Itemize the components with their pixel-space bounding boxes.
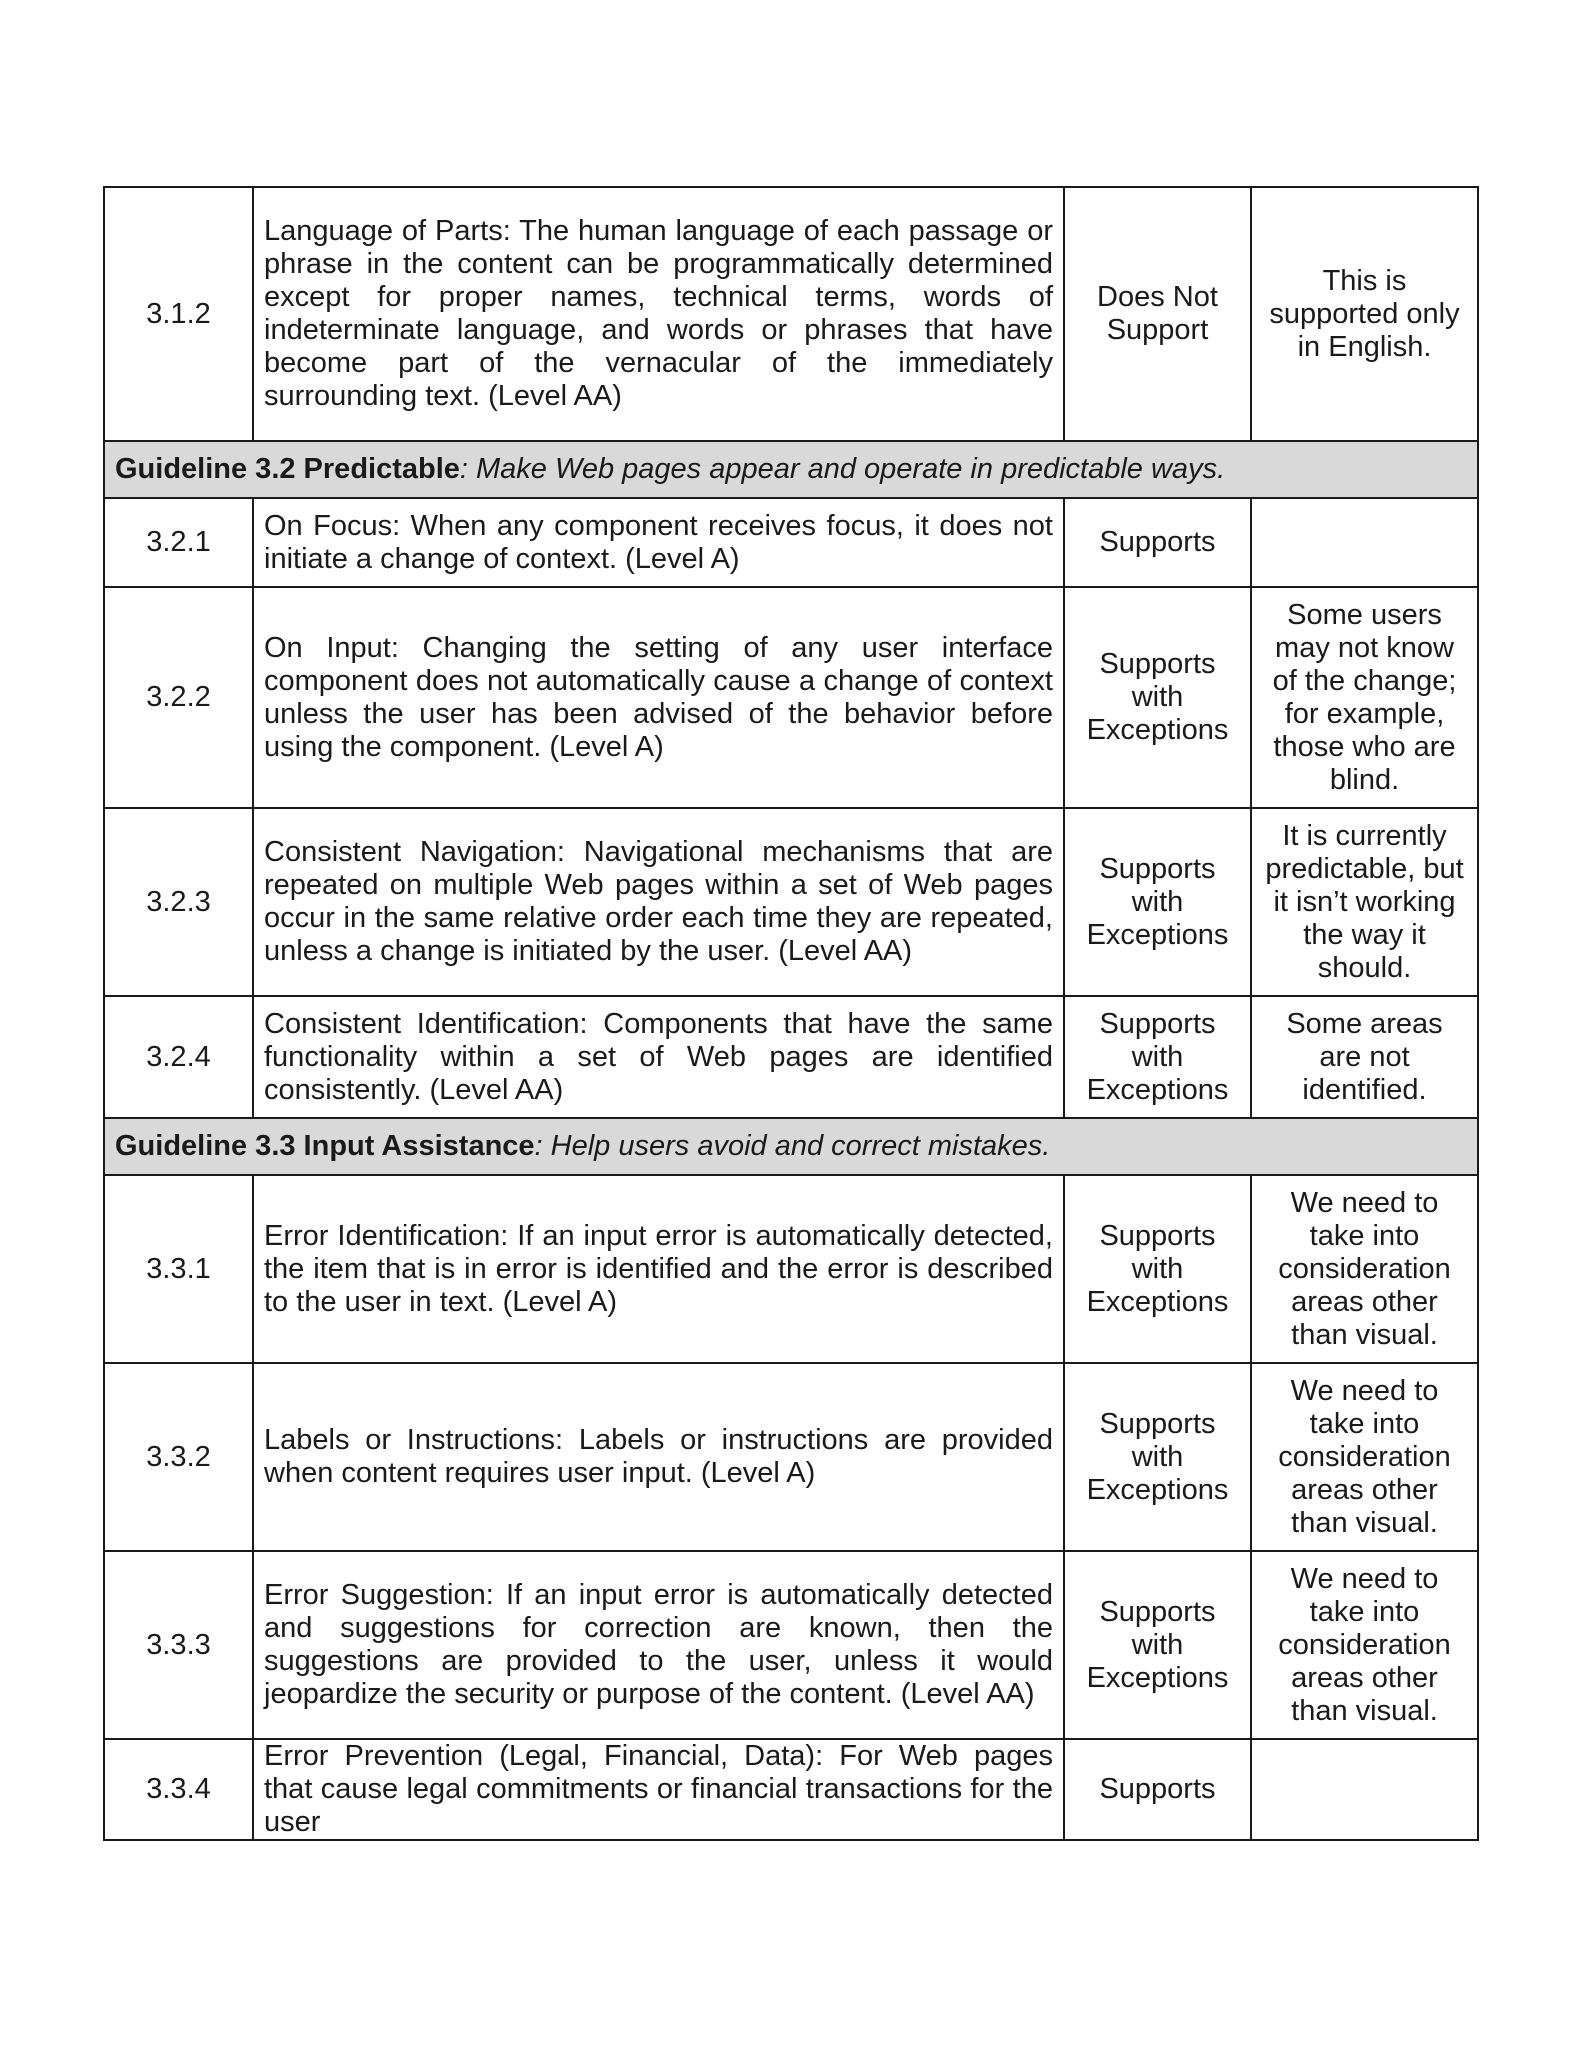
table-row	[104, 1175, 1478, 1363]
criterion-description: Error Prevention (Legal, Financial, Data): For Web pages that cause legal commitments or financial transactions for the user	[253, 1739, 1064, 1840]
guideline-header-row	[104, 1118, 1478, 1175]
remarks: It is currently predictable, but it isn’t working the way it should.	[1251, 808, 1478, 996]
criterion-description: On Input: Changing the setting of any user interface component does not automatically cause a change of context unless the user has been advised of the behavior before using the component. (Level A)	[253, 587, 1064, 808]
table-row	[104, 187, 1478, 441]
table-row	[104, 587, 1478, 808]
remarks: Some users may not know of the change; for example, those who are blind.	[1251, 587, 1478, 808]
guideline-header-row	[104, 441, 1478, 498]
guideline-description: : Help users avoid and correct mistakes.	[534, 1130, 1051, 1162]
guideline-header	[104, 1118, 1478, 1175]
criterion-description: Error Suggestion: If an input error is automatically detected and suggestions for correction are known, then the suggestions are provided to the user, unless it would jeopardize the security or purpose of the content. (Level AA)	[253, 1551, 1064, 1739]
criterion-description: Language of Parts: The human language of each passage or phrase in the content can be programmatically determined except for proper names, technical terms, words of indeterminate language, and words or phrases that have become part of the vernacular of the immediately surrounding text. (Level AA)	[253, 187, 1064, 441]
criterion-id: 3.3.1	[104, 1175, 253, 1363]
conformance-level: Supports	[1064, 498, 1251, 587]
table-row	[104, 498, 1478, 587]
table-row	[104, 1739, 1478, 1840]
criterion-description: Consistent Identification: Components that have the same functionality within a set of Web pages are identified consistently. (Level AA)	[253, 996, 1064, 1118]
criterion-id: 3.3.4	[104, 1739, 253, 1840]
guideline-header	[104, 441, 1478, 498]
table-row	[104, 1363, 1478, 1551]
remarks: We need to take into consideration areas other than visual.	[1251, 1175, 1478, 1363]
criterion-id: 3.1.2	[104, 187, 253, 441]
criterion-id: 3.2.4	[104, 996, 253, 1118]
guideline-title: Guideline 3.2 Predictable	[115, 453, 460, 485]
remarks: This is supported only in English.	[1251, 187, 1478, 441]
conformance-level: Supports	[1064, 1739, 1251, 1840]
table-row	[104, 1551, 1478, 1739]
criterion-description: Consistent Navigation: Navigational mechanisms that are repeated on multiple Web pages within a set of Web pages occur in the same relative order each time they are repeated, unless a change is initiated by the user. (Level AA)	[253, 808, 1064, 996]
guideline-description: : Make Web pages appear and operate in predictable ways.	[459, 453, 1226, 485]
criterion-description: Error Identification: If an input error is automatically detected, the item that is in error is identified and the error is described to the user in text. (Level A)	[253, 1175, 1064, 1363]
remarks: We need to take into consideration areas other than visual.	[1251, 1551, 1478, 1739]
criterion-id: 3.2.3	[104, 808, 253, 996]
conformance-level: Supports with Exceptions	[1064, 1363, 1251, 1551]
criterion-id: 3.3.3	[104, 1551, 253, 1739]
guideline-title: Guideline 3.3 Input Assistance	[115, 1130, 535, 1162]
criterion-description: On Focus: When any component receives focus, it does not initiate a change of context. (Level A)	[253, 498, 1064, 587]
remarks	[1251, 498, 1478, 587]
table-row	[104, 996, 1478, 1118]
criterion-description: Labels or Instructions: Labels or instructions are provided when content requires user input. (Level A)	[253, 1363, 1064, 1551]
remarks	[1251, 1739, 1478, 1840]
table-row	[104, 808, 1478, 996]
conformance-level: Supports with Exceptions	[1064, 1551, 1251, 1739]
criterion-id: 3.2.1	[104, 498, 253, 587]
conformance-level: Supports with Exceptions	[1064, 996, 1251, 1118]
conformance-level: Supports with Exceptions	[1064, 1175, 1251, 1363]
criterion-id: 3.2.2	[104, 587, 253, 808]
remarks: Some areas are not identified.	[1251, 996, 1478, 1118]
remarks: We need to take into consideration areas other than visual.	[1251, 1363, 1478, 1551]
criterion-id: 3.3.2	[104, 1363, 253, 1551]
conformance-level: Supports with Exceptions	[1064, 587, 1251, 808]
accessibility-conformance-table	[103, 186, 1479, 1841]
conformance-level: Supports with Exceptions	[1064, 808, 1251, 996]
conformance-level: Does Not Support	[1064, 187, 1251, 441]
